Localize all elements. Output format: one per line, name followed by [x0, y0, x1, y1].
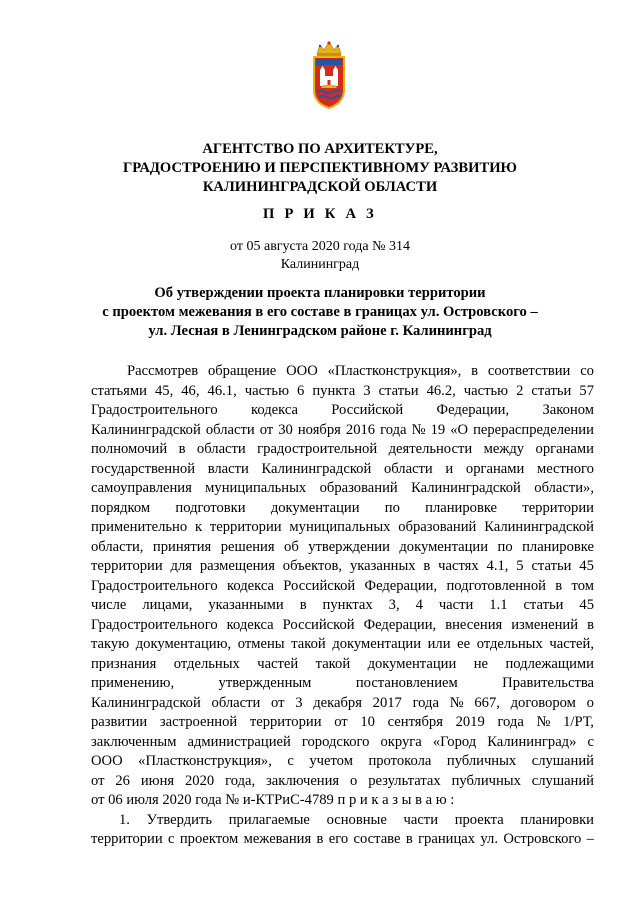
body-line: статьями 45, 46, 46.1, частью 6 пункта 3 статьи 46.2, частью 2 статьи 57 [91, 382, 594, 399]
body-line: ООО «Пластконструкция», с учетом протокола публичных слушаний [91, 753, 594, 769]
agency-line: АГЕНТСТВО ПО АРХИТЕКТУРЕ, [202, 141, 438, 157]
order-date-number: от 05 августа 2020 года № 314 [230, 239, 410, 254]
subject-line: Об утверждении проекта планировки территории [154, 285, 486, 301]
body-line: применительно к территории муниципальных образований Калининградской [91, 519, 594, 535]
body-line: области, принятия решения об утверждении документации по планировке [91, 538, 594, 555]
body-line: такую документацию, отмены такой документации или ее отдельных частей, [91, 636, 594, 652]
subject-line: с проектом межевания в его составе в границах ул. Островского – [102, 304, 538, 320]
order-city: Калининград [280, 257, 360, 272]
body-line: территории с проектом межевания в его составе в границах ул. Островского – [91, 831, 594, 847]
body-line: полномочий в области градостроительной деятельности между органами [91, 441, 594, 457]
order-meta [90, 238, 550, 274]
agency-line: КАЛИНИНГРАДСКОЙ ОБЛАСТИ [202, 179, 438, 195]
body-line: Рассмотрев обращение ООО «Пластконструкция», в соответствии со [127, 363, 594, 379]
body-line: Градостроительного кодекса Российской Федерации, Законом [91, 402, 594, 418]
body-line: заключенным администрацией городского округа «Город Калининград» с [91, 733, 594, 750]
body-line: от 06 июля 2020 года № и-КТРиС-4789 п р и к а з ы в а ю : [91, 792, 455, 808]
body-line: Градостроительного кодекса Российской Федерации, внесения изменений в [91, 616, 594, 633]
order-body [91, 362, 594, 850]
body-line: территории для размещения объектов, указанных в частях 4.1, 5 статьи 45 [91, 558, 594, 574]
body-line: 1. Утвердить прилагаемые основные части проекта планировки [119, 811, 594, 828]
body-line: применению, утвержденным постановлением Правительства [91, 675, 594, 691]
body-line: государственной власти Калининградской области и органами местного [91, 460, 594, 477]
body-line: признания отдельных частей такой документации не подлежащими [91, 655, 594, 672]
document-type: П Р И К А З [263, 206, 377, 222]
body-line: порядком подготовки документации по планировке территории [91, 499, 594, 516]
order-subject [90, 284, 550, 341]
body-line: числе лицами, указанными в пунктах 3, 4 части 1.1 статьи 45 [91, 597, 594, 613]
coat-of-arms-icon [311, 40, 347, 110]
body-line: от 26 июня 2020 года, заключения о результатах публичных слушаний [91, 772, 594, 789]
body-line: Калининградской области от 30 ноября 2016 года № 19 «О перераспределении [91, 421, 594, 438]
body-line: Градостроительного кодекса Российской Федерации, подготовленной в том [91, 577, 594, 594]
subject-line: ул. Лесная в Ленинградском районе г. Калининград [148, 323, 492, 339]
agency-line: ГРАДОСТРОЕНИЮ И ПЕРСПЕКТИВНОМУ РАЗВИТИЮ [123, 160, 517, 176]
body-line: Калининградской области от 3 декабря 2017 года № 667, договором о [91, 694, 594, 711]
body-line: развитии застроенной территории от 10 сентября 2019 года № 1/РТ, [91, 714, 594, 730]
agency-name [90, 140, 550, 197]
body-line: самоуправления муниципальных образований Калининградской области», [91, 480, 594, 496]
